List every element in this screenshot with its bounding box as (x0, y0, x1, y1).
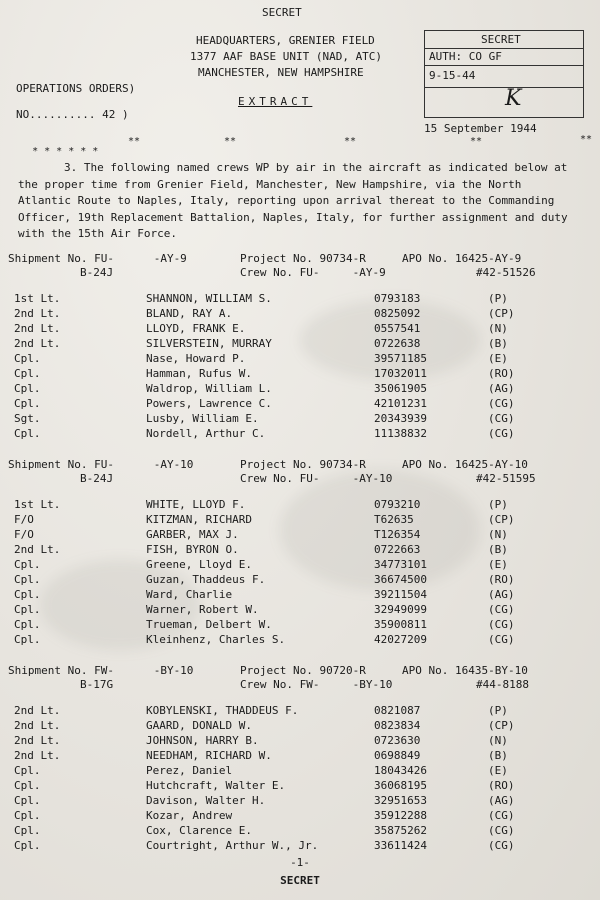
crew-position: (B) (488, 543, 508, 556)
crew-position: (CP) (488, 719, 515, 732)
serial-number: 39571185 (374, 352, 427, 365)
shipment-number: Shipment No. FW- -BY-10 (8, 664, 194, 677)
aircraft-type: B-24J (80, 472, 114, 485)
serial-number: 42101231 (374, 397, 427, 410)
crew-name: Hamman, Rufus W. (146, 367, 252, 380)
crew-rank: F/O (14, 528, 34, 541)
crew-row (0, 543, 600, 557)
project-number: Project No. 90734-R (240, 458, 366, 471)
page-number: -1- (290, 856, 310, 869)
crew-row (0, 749, 600, 763)
crew-position: (CG) (488, 809, 515, 822)
serial-number: 34773101 (374, 558, 427, 571)
crew-row (0, 558, 600, 572)
serial-number: 17032011 (374, 367, 427, 380)
crew-rank: Cpl. (14, 764, 41, 777)
crew-number: Crew No. FU- -AY-9 (240, 266, 386, 279)
crew-position: (RO) (488, 367, 515, 380)
crew-position: (B) (488, 749, 508, 762)
crew-rank: Cpl. (14, 588, 41, 601)
crew-position: (P) (488, 292, 508, 305)
crew-name: NEEDHAM, RICHARD W. (146, 749, 272, 762)
crew-row (0, 397, 600, 411)
crew-position: (AG) (488, 382, 515, 395)
serial-number: 39211504 (374, 588, 427, 601)
crew-rank: Cpl. (14, 603, 41, 616)
crew-name: SHANNON, WILLIAM S. (146, 292, 272, 305)
crew-row (0, 307, 600, 321)
crew-name: Perez, Daniel (146, 764, 233, 777)
crew-name: GARBER, MAX J. (146, 528, 239, 541)
crew-row (0, 573, 600, 587)
crew-rank: Cpl. (14, 382, 41, 395)
order-number: NO.......... 42 ) (16, 108, 129, 121)
asterisks: * * * * * * (32, 146, 99, 157)
serial-number: 32949099 (374, 603, 427, 616)
project-number: Project No. 90720-R (240, 664, 366, 677)
aircraft-type: B-24J (80, 266, 114, 279)
serial-number: 20343939 (374, 412, 427, 425)
crew-position: (CG) (488, 412, 515, 425)
asterisks: ** (224, 136, 237, 147)
crew-rank: 1st Lt. (14, 292, 61, 305)
crew-position: (CG) (488, 603, 515, 616)
serial-number: 0793183 (374, 292, 421, 305)
crew-rank: 1st Lt. (14, 498, 61, 511)
classification-top: SECRET (262, 6, 302, 19)
apo-number: APO No. 16435-BY-10 (402, 664, 528, 677)
serial-number: 32951653 (374, 794, 427, 807)
crew-name: WHITE, LLOYD F. (146, 498, 246, 511)
apo-number: APO No. 16425-AY-9 (402, 252, 522, 265)
crew-name: Greene, Lloyd E. (146, 558, 252, 571)
classification-stamp (424, 30, 584, 118)
crew-position: (CG) (488, 397, 515, 410)
order-date: 15 September 1944 (424, 122, 537, 135)
serial-number: 35912288 (374, 809, 427, 822)
crew-rank: 2nd Lt. (14, 734, 61, 747)
serial-number: 0722663 (374, 543, 421, 556)
paragraph-number: 3. (64, 161, 78, 174)
serial-number: 18043426 (374, 764, 427, 777)
stamp-divider (425, 87, 583, 88)
stamp-initial: K (505, 86, 522, 111)
crew-position: (CG) (488, 633, 515, 646)
crew-rank: Cpl. (14, 352, 41, 365)
crew-row (0, 603, 600, 617)
serial-number: 36674500 (374, 573, 427, 586)
crew-name: Cox, Clarence E. (146, 824, 252, 837)
crew-position: (E) (488, 558, 508, 571)
asterisks: ** (128, 136, 141, 147)
serial-number: 33611424 (374, 839, 427, 852)
crew-row (0, 618, 600, 632)
crew-position: (RO) (488, 779, 515, 792)
aircraft-serial: #42-51526 (476, 266, 536, 279)
crew-name: Warner, Robert W. (146, 603, 259, 616)
serial-number: 0723630 (374, 734, 421, 747)
crew-rank: Cpl. (14, 824, 41, 837)
crew-name: GAARD, DONALD W. (146, 719, 252, 732)
paragraph-text: The following named crews WP by air in the aircraft as indicated below at the proper time from Grenier Field, Manchester, New Hampshire, via the North Atlantic Route to Naples, Italy, reporting upon arrival thereat to the Commanding Officer, 19th Replacement Battalion, Naples, Italy, for further assignment and duty with the 15th Air Force. (18, 161, 568, 240)
crew-rank: Cpl. (14, 397, 41, 410)
stamp-auth: AUTH: CO GF (429, 50, 502, 63)
serial-number: 0698849 (374, 749, 421, 762)
crew-position: (AG) (488, 794, 515, 807)
hq-line-3: MANCHESTER, NEW HAMPSHIRE (198, 66, 364, 79)
stamp-date: 9-15-44 (429, 69, 476, 82)
crew-rank: Cpl. (14, 633, 41, 646)
crew-name: Lusby, William E. (146, 412, 259, 425)
crew-rank: Cpl. (14, 367, 41, 380)
aircraft-type: B-17G (80, 678, 114, 691)
crew-position: (CG) (488, 839, 515, 852)
crew-name: Waldrop, William L. (146, 382, 272, 395)
crew-name: BLAND, RAY A. (146, 307, 233, 320)
serial-number: 0793210 (374, 498, 421, 511)
crew-row (0, 367, 600, 381)
crew-rank: F/O (14, 513, 34, 526)
asterisks: ** (580, 134, 593, 145)
crew-row (0, 633, 600, 647)
crew-row (0, 764, 600, 778)
serial-number: 0821087 (374, 704, 421, 717)
crew-name: Kleinhenz, Charles S. (146, 633, 286, 646)
crew-row (0, 322, 600, 336)
crew-name: Guzan, Thaddeus F. (146, 573, 266, 586)
crew-rank: Cpl. (14, 809, 41, 822)
crew-row (0, 719, 600, 733)
serial-number: 0557541 (374, 322, 421, 335)
crew-position: (AG) (488, 588, 515, 601)
stamp-classification: SECRET (481, 33, 521, 46)
crew-name: FISH, BYRON O. (146, 543, 239, 556)
crew-position: (CG) (488, 618, 515, 631)
serial-number: T62635 (374, 513, 414, 526)
crew-row (0, 734, 600, 748)
hq-line-1: HEADQUARTERS, GRENIER FIELD (196, 34, 375, 47)
body-paragraph (18, 160, 578, 243)
crew-row (0, 588, 600, 602)
crew-name: Courtright, Arthur W., Jr. (146, 839, 319, 852)
crew-rank: Cpl. (14, 839, 41, 852)
hq-line-2: 1377 AAF BASE UNIT (NAD, ATC) (190, 50, 383, 63)
crew-rank: 2nd Lt. (14, 704, 61, 717)
crew-rank: Cpl. (14, 573, 41, 586)
crew-position: (CG) (488, 824, 515, 837)
extract-title: EXTRACT (238, 95, 313, 108)
crew-row (0, 839, 600, 853)
crew-row (0, 412, 600, 426)
aircraft-serial: #44-8188 (476, 678, 529, 691)
shipment-number: Shipment No. FU- -AY-10 (8, 458, 194, 471)
stamp-divider (425, 48, 583, 49)
crew-row (0, 794, 600, 808)
crew-position: (RO) (488, 573, 515, 586)
crew-position: (E) (488, 764, 508, 777)
crew-name: Davison, Walter H. (146, 794, 266, 807)
crew-name: Kozar, Andrew (146, 809, 233, 822)
crew-position: (CG) (488, 427, 515, 440)
crew-name: Powers, Lawrence C. (146, 397, 272, 410)
crew-row (0, 337, 600, 351)
crew-position: (P) (488, 498, 508, 511)
serial-number: 42027209 (374, 633, 427, 646)
crew-name: Nase, Howard P. (146, 352, 246, 365)
crew-rank: Cpl. (14, 779, 41, 792)
crew-position: (N) (488, 734, 508, 747)
crew-position: (N) (488, 322, 508, 335)
serial-number: 35900811 (374, 618, 427, 631)
crew-row (0, 498, 600, 512)
crew-position: (E) (488, 352, 508, 365)
crew-name: Ward, Charlie (146, 588, 233, 601)
aircraft-serial: #42-51595 (476, 472, 536, 485)
crew-row (0, 704, 600, 718)
asterisks: ** (344, 136, 357, 147)
crew-position: (N) (488, 528, 508, 541)
crew-rank: Cpl. (14, 794, 41, 807)
crew-rank: 2nd Lt. (14, 322, 61, 335)
crew-rank: Cpl. (14, 618, 41, 631)
crew-position: (P) (488, 704, 508, 717)
crew-position: (B) (488, 337, 508, 350)
stamp-divider (425, 65, 583, 66)
serial-number: 35875262 (374, 824, 427, 837)
crew-name: LLOYD, FRANK E. (146, 322, 246, 335)
asterisks: ** (470, 136, 483, 147)
crew-name: Nordell, Arthur C. (146, 427, 266, 440)
crew-row (0, 427, 600, 441)
serial-number: 0722638 (374, 337, 421, 350)
project-number: Project No. 90734-R (240, 252, 366, 265)
crew-row (0, 382, 600, 396)
serial-number: 35061905 (374, 382, 427, 395)
crew-rank: 2nd Lt. (14, 543, 61, 556)
crew-row (0, 352, 600, 366)
crew-row (0, 513, 600, 527)
crew-position: (CP) (488, 513, 515, 526)
serial-number: 11138832 (374, 427, 427, 440)
classification-bottom: SECRET (280, 874, 320, 887)
crew-rank: Sgt. (14, 412, 41, 425)
serial-number: 0823834 (374, 719, 421, 732)
crew-name: KITZMAN, RICHARD (146, 513, 252, 526)
crew-name: Trueman, Delbert W. (146, 618, 272, 631)
crew-name: JOHNSON, HARRY B. (146, 734, 259, 747)
crew-rank: 2nd Lt. (14, 307, 61, 320)
crew-number: Crew No. FW- -BY-10 (240, 678, 393, 691)
crew-rank: 2nd Lt. (14, 719, 61, 732)
serial-number: 36068195 (374, 779, 427, 792)
crew-position: (CP) (488, 307, 515, 320)
crew-row (0, 292, 600, 306)
crew-rank: 2nd Lt. (14, 749, 61, 762)
crew-rank: Cpl. (14, 427, 41, 440)
crew-rank: Cpl. (14, 558, 41, 571)
crew-name: Hutchcraft, Walter E. (146, 779, 286, 792)
serial-number: T126354 (374, 528, 421, 541)
crew-row (0, 779, 600, 793)
serial-number: 0825092 (374, 307, 421, 320)
operations-orders: OPERATIONS ORDERS) (16, 82, 136, 95)
crew-row (0, 528, 600, 542)
crew-number: Crew No. FU- -AY-10 (240, 472, 393, 485)
crew-row (0, 809, 600, 823)
apo-number: APO No. 16425-AY-10 (402, 458, 528, 471)
shipment-number: Shipment No. FU- -AY-9 (8, 252, 187, 265)
crew-name: KOBYLENSKI, THADDEUS F. (146, 704, 299, 717)
crew-row (0, 824, 600, 838)
crew-rank: 2nd Lt. (14, 337, 61, 350)
crew-name: SILVERSTEIN, MURRAY (146, 337, 272, 350)
